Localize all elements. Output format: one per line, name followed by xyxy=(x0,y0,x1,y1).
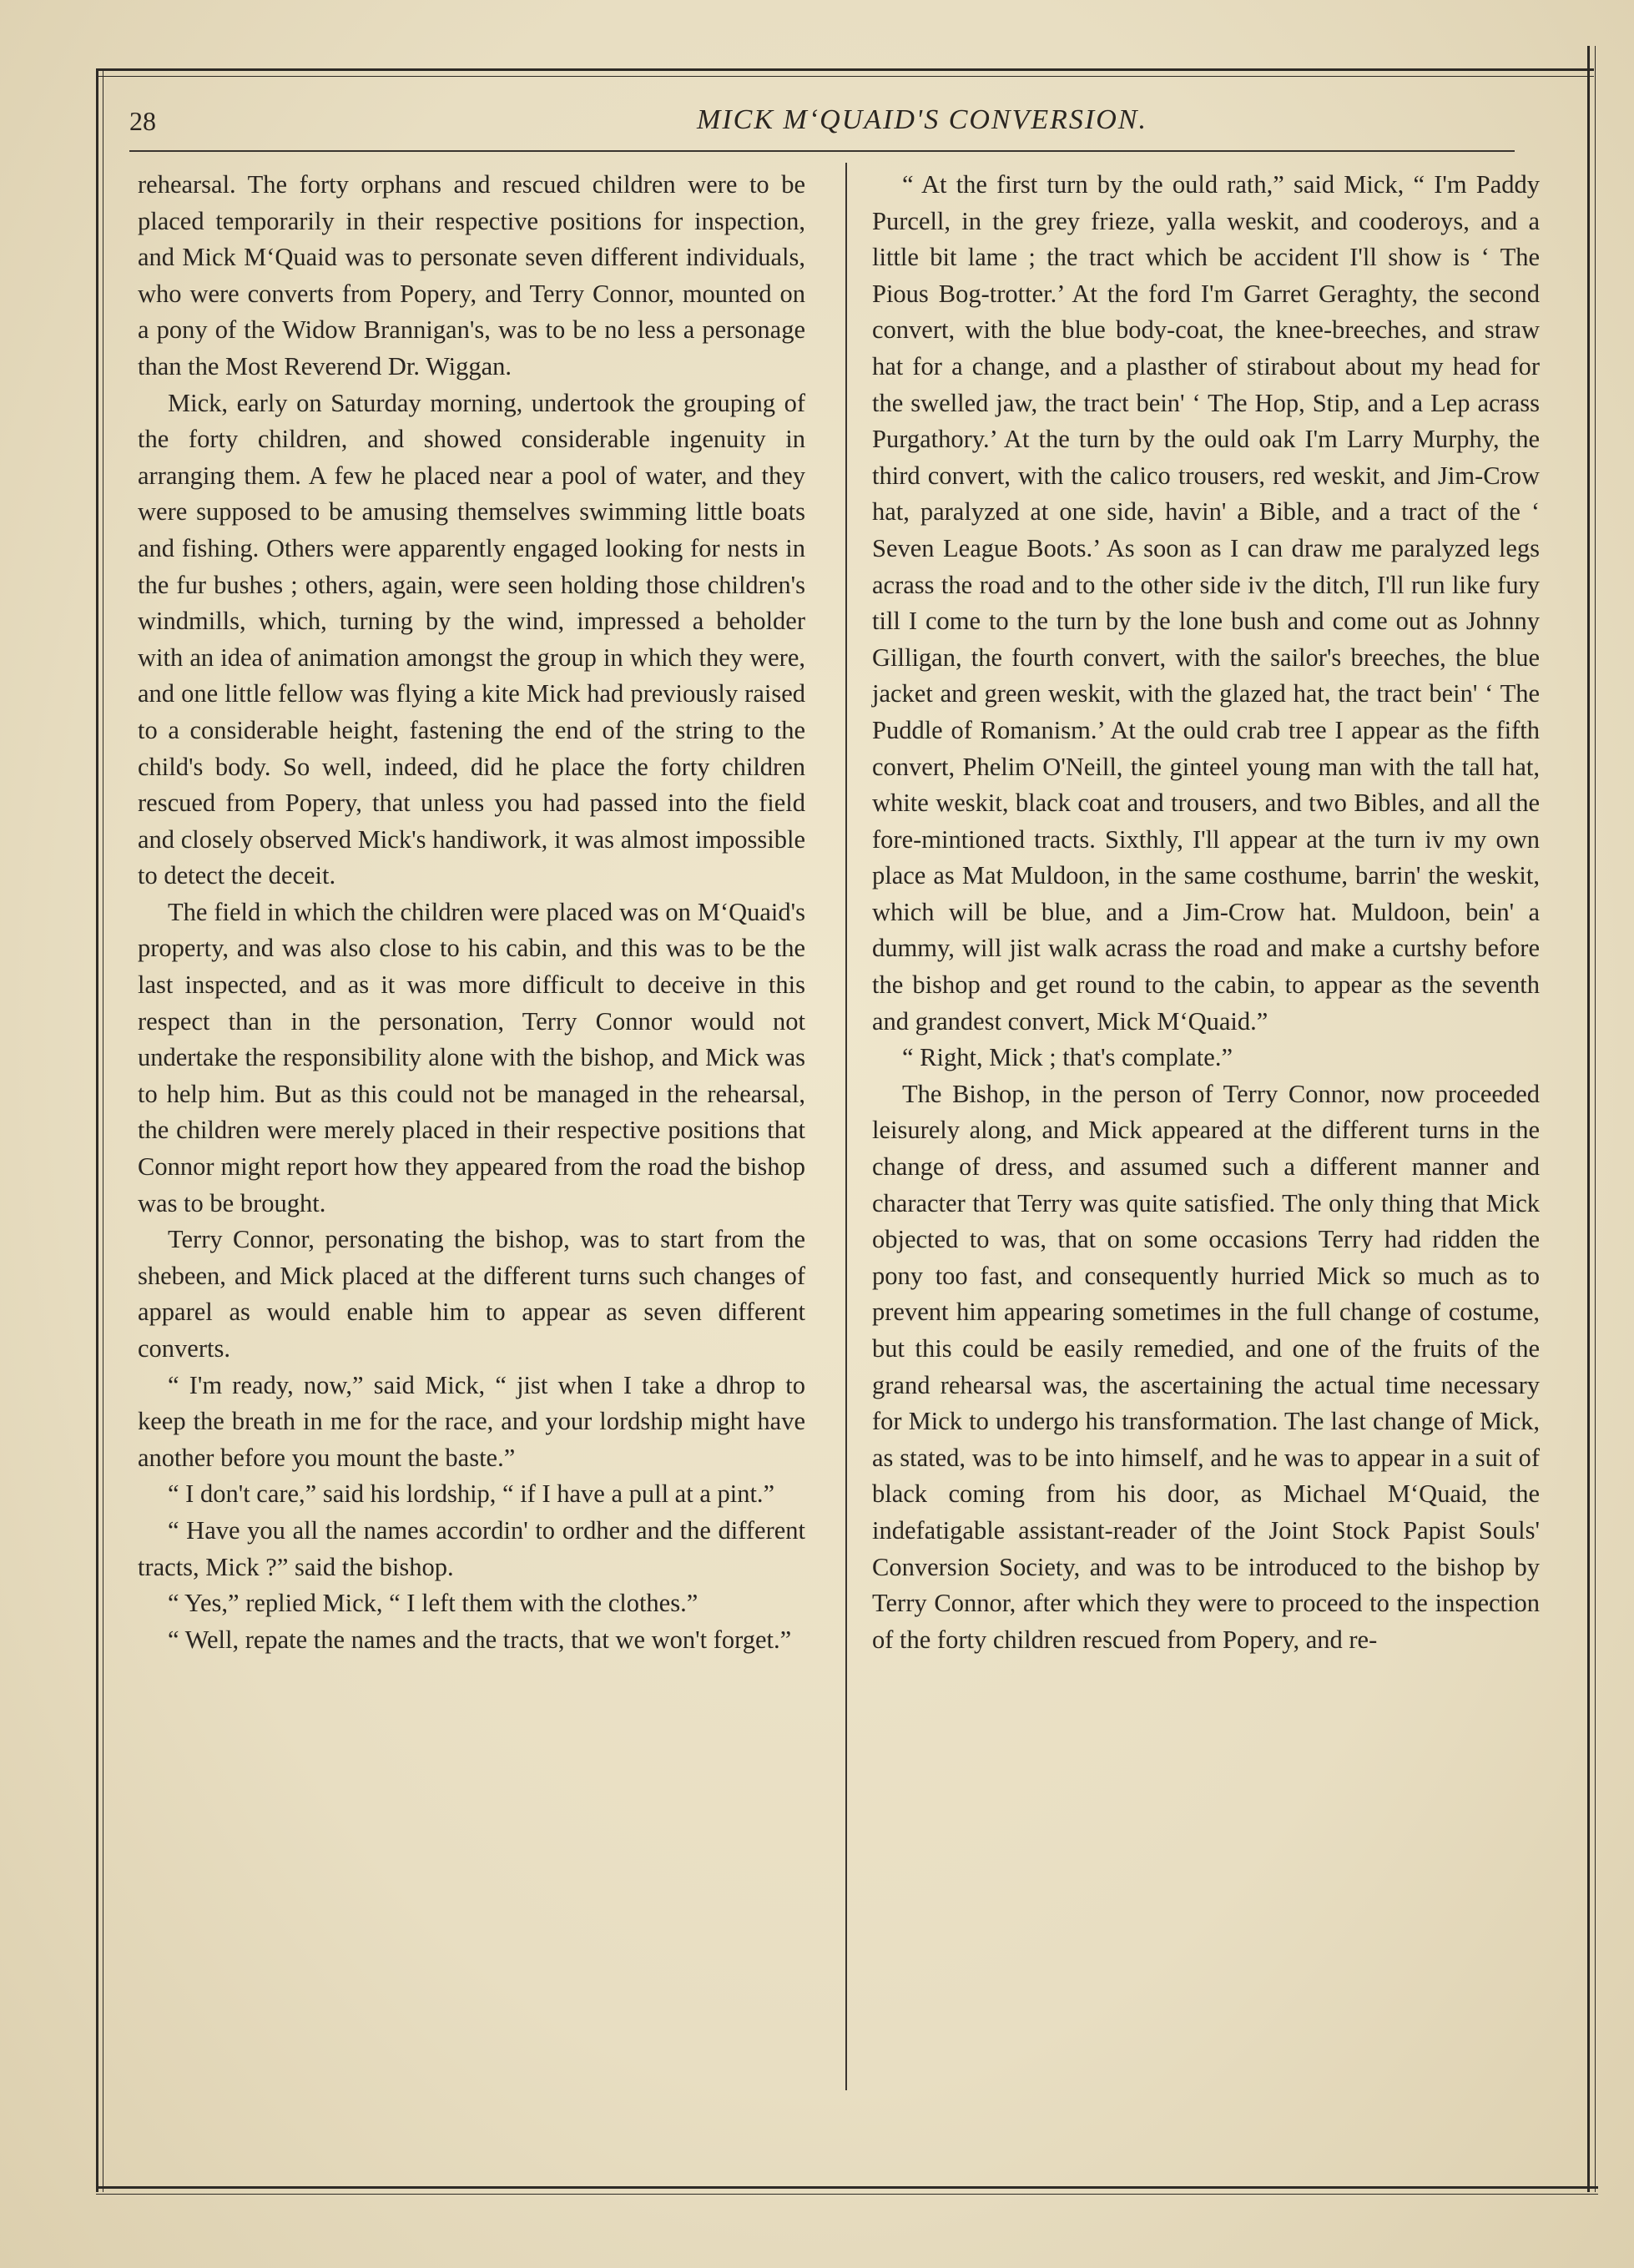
running-header xyxy=(129,96,1565,146)
paragraph: Mick, early on Saturday morning, undertook the grouping of the forty children, and showed considerable ingenuity in arranging them. A few he placed near a pool of water, and they were supposed to be amusing themselves swimming little boats and fishing. Others were apparently engaged looking for nests in the fur bushes ; others, again, were seen holding those children's windmills, which, turning by the wind, impressed a beholder with an idea of animation amongst the group in which they were, and one little fellow was flying a kite Mick had previously raised to a considerable height, fastening the end of the string to the child's body. So well, indeed, did he place the forty children rescued from Popery, that unless you had passed into the field and closely observed Mick's handiwork, it was almost impossible to detect the deceit. xyxy=(138,388,805,890)
right-column xyxy=(872,167,1540,1658)
paragraph: “ At the first turn by the ould rath,” said Mick, “ I'm Paddy Purcell, in the grey frieze, yalla weskit, and cooderoys, and a little bit lame ; the tract which be accident I'll show is ‘ The Pious Bog-trotter.’ At the ford I'm Garret Geraghty, the second convert, with the blue body-coat, the knee-breeches, and straw hat for a change, and a plasther of stirabout about my head for the swelled jaw, the tract bein' ‘ The Hop, Stip, and a Lep acrass Purgathory.’ At the turn by the ould oak I'm Larry Murphy, the third convert, with the calico trousers, red weskit, and Jim-Crow hat, paralyzed at one side, havin' a Bible, and a tract of the ‘ Seven League Boots.’ As soon as I can draw me paralyzed legs acrass the road and to the other side iv the ditch, I'll run like fury till I come to the turn by the lone bush and come out as Johnny Gilligan, the fourth convert, with the sailor's breeches, the blue jacket and green weskit, with the glazed hat, the tract bein' ‘ The Puddle of Romanism.’ At the ould crab tree I appear as the fifth convert, Phelim O'Neill, the ginteel young man with the tall hat, white weskit, black coat and trousers, and two Bibles, and all the fore-mintioned tracts. Sixthly, I'll appear at the turn iv my own place as Mat Muldoon, in the same costhume, barrin' the weskit, which will be blue, and a Jim-Crow hat. Muldoon, bein' a dummy, will jist walk acrass the road and make a curtshy before the bishop and get round to the cabin, to appear as the seventh and grandest convert, Mick M‘Quaid.” xyxy=(872,170,1540,1036)
left-column xyxy=(138,167,805,1658)
column-divider xyxy=(845,163,847,2090)
page-number: 28 xyxy=(129,106,156,136)
paragraph: “ I'm ready, now,” said Mick, “ jist when I take a dhrop to keep the breath in me for the race, and your lordship might have another before you mount the baste.” xyxy=(138,1370,805,1472)
paragraph: The Bishop, in the person of Terry Connor, now proceeded leisurely along, and Mick appeared at the different turns in the change of dress, and assumed such a different manner and character that Terry was quite satisfied. The only thing that Mick objected to was, that on some occasions Terry had ridden the pony too fast, and consequently hurried Mick so much as to prevent him appearing sometimes in the full change of costume, but this could be easily remedied, and one of the fruits of the grand rehearsal was, the ascertaining the actual time necessary for Mick to undergo his transformation. The last change of Mick, as stated, was to be into himself, and he was to appear in a suit of black coming from his door, as Michael M‘Quaid, the indefatigable assistant-reader of the Joint Stock Papist Souls' Conversion Society, and was to be introduced to the bishop by Terry Connor, after which they were to proceed to the inspection of the forty children rescued from Popery, and re- xyxy=(872,1079,1540,1654)
paragraph: The field in which the children were placed was on M‘Quaid's property, and was also close to his cabin, and this was to be the last inspected, and as it was more difficult to deceive in this respect than in the personation, Terry Connor would not undertake the responsibility alone with the bishop, and Mick was to help him. But as this could not be managed in the rehearsal, the children were merely placed in their respective positions that Connor might report how they appeared from the road the bishop was to be brought. xyxy=(138,897,805,1217)
paragraph: Terry Connor, personating the bishop, was to start from the shebeen, and Mick placed at the different turns such changes of apparel as would enable him to appear as seven different converts. xyxy=(138,1225,805,1363)
border-rule-left xyxy=(96,68,103,2192)
header-rule xyxy=(129,150,1515,152)
paragraph: “ Have you all the names accordin' to ordher and the different tracts, Mick ?” said the bishop. xyxy=(138,1515,805,1581)
paragraph: “ Well, repate the names and the tracts, that we won't forget.” xyxy=(168,1625,792,1654)
paragraph: rehearsal. The forty orphans and rescued children were to be placed temporarily in their respective positions for inspection, and Mick M‘Quaid was to personate seven different individuals, who were converts from Popery, and Terry Connor, mounted on a pony of the Widow Brannigan's, was to be no less a personage than the Most Reverend Dr. Wiggan. xyxy=(138,170,805,381)
border-rule-right xyxy=(1587,46,1596,2192)
running-title: MICK M‘QUAID'S CONVERSION. xyxy=(697,104,1147,135)
paragraph: “ Yes,” replied Mick, “ I left them with the clothes.” xyxy=(168,1589,698,1618)
paragraph: “ I don't care,” said his lordship, “ if I have a pull at a pint.” xyxy=(168,1479,775,1509)
border-rule-bottom xyxy=(96,2186,1598,2195)
paragraph: “ Right, Mick ; that's complate.” xyxy=(902,1043,1233,1072)
border-rule-top xyxy=(96,68,1594,77)
